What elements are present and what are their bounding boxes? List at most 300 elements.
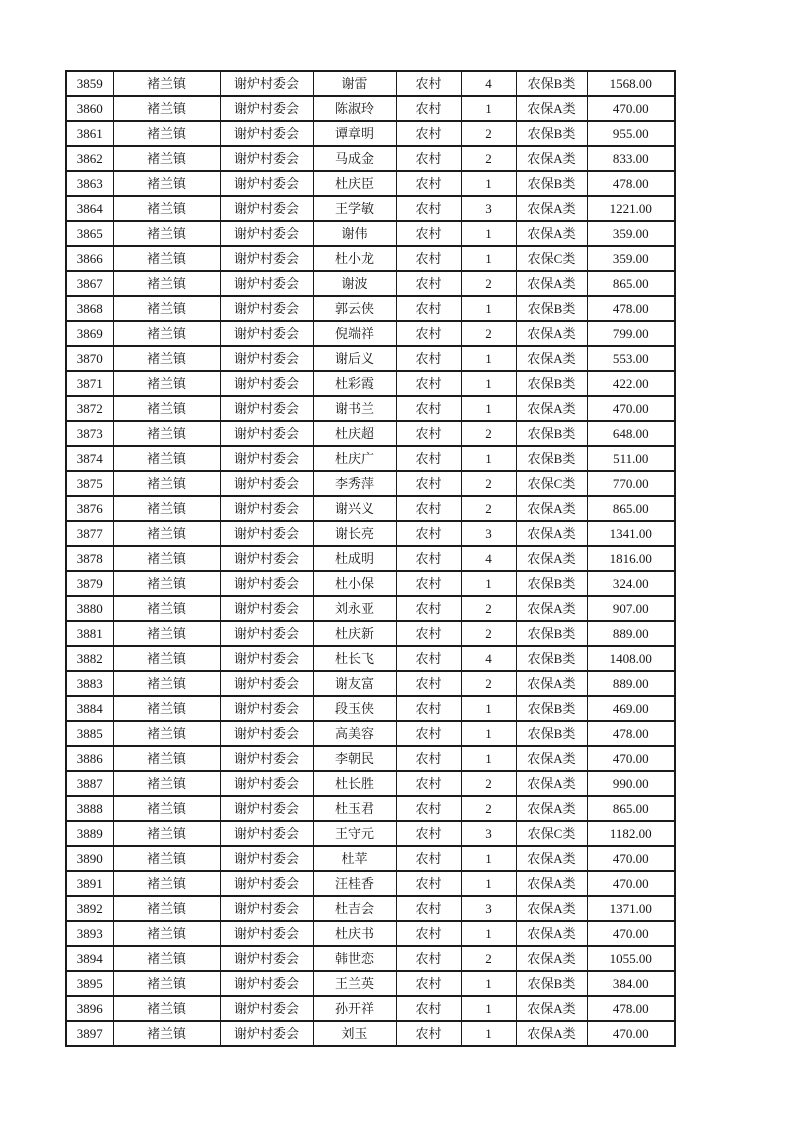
cell-residence: 农村 — [396, 371, 461, 396]
cell-count: 1 — [461, 921, 516, 946]
cell-name: 倪端祥 — [313, 321, 396, 346]
cell-amount: 1816.00 — [587, 546, 675, 571]
cell-residence: 农村 — [396, 671, 461, 696]
cell-type: 农保B类 — [516, 696, 587, 721]
cell-residence: 农村 — [396, 796, 461, 821]
table-row — [66, 371, 675, 396]
cell-village: 谢炉村委会 — [220, 171, 313, 196]
cell-count: 2 — [461, 421, 516, 446]
cell-amount: 1341.00 — [587, 521, 675, 546]
table-row — [66, 546, 675, 571]
cell-residence: 农村 — [396, 96, 461, 121]
cell-amount: 865.00 — [587, 496, 675, 521]
cell-village: 谢炉村委会 — [220, 546, 313, 571]
cell-amount: 422.00 — [587, 371, 675, 396]
cell-town: 褚兰镇 — [113, 196, 220, 221]
cell-count: 1 — [461, 296, 516, 321]
cell-village: 谢炉村委会 — [220, 721, 313, 746]
cell-town: 褚兰镇 — [113, 396, 220, 421]
cell-count: 1 — [461, 171, 516, 196]
cell-serial: 3892 — [66, 896, 113, 921]
table-row — [66, 221, 675, 246]
cell-type: 农保A类 — [516, 596, 587, 621]
cell-name: 刘永亚 — [313, 596, 396, 621]
cell-village: 谢炉村委会 — [220, 246, 313, 271]
cell-residence: 农村 — [396, 946, 461, 971]
cell-village: 谢炉村委会 — [220, 346, 313, 371]
table-row — [66, 971, 675, 996]
cell-serial: 3881 — [66, 621, 113, 646]
cell-town: 褚兰镇 — [113, 246, 220, 271]
table-row — [66, 721, 675, 746]
cell-type: 农保A类 — [516, 1021, 587, 1046]
cell-serial: 3888 — [66, 796, 113, 821]
cell-village: 谢炉村委会 — [220, 321, 313, 346]
cell-name: 谢后义 — [313, 346, 396, 371]
cell-name: 谢书兰 — [313, 396, 396, 421]
cell-amount: 478.00 — [587, 171, 675, 196]
cell-type: 农保A类 — [516, 346, 587, 371]
cell-village: 谢炉村委会 — [220, 646, 313, 671]
cell-amount: 799.00 — [587, 321, 675, 346]
cell-residence: 农村 — [396, 321, 461, 346]
table-row — [66, 246, 675, 271]
cell-serial: 3872 — [66, 396, 113, 421]
cell-count: 1 — [461, 746, 516, 771]
cell-town: 褚兰镇 — [113, 346, 220, 371]
cell-town: 褚兰镇 — [113, 596, 220, 621]
cell-town: 褚兰镇 — [113, 821, 220, 846]
cell-town: 褚兰镇 — [113, 971, 220, 996]
cell-town: 褚兰镇 — [113, 671, 220, 696]
cell-village: 谢炉村委会 — [220, 521, 313, 546]
cell-name: 杜彩霞 — [313, 371, 396, 396]
cell-name: 段玉侠 — [313, 696, 396, 721]
cell-serial: 3879 — [66, 571, 113, 596]
cell-name: 谢友富 — [313, 671, 396, 696]
benefits-table — [65, 70, 676, 1047]
cell-amount: 889.00 — [587, 671, 675, 696]
cell-residence: 农村 — [396, 346, 461, 371]
table-row — [66, 1021, 675, 1046]
cell-name: 马成金 — [313, 146, 396, 171]
table-row — [66, 321, 675, 346]
cell-count: 3 — [461, 196, 516, 221]
cell-count: 1 — [461, 846, 516, 871]
cell-serial: 3891 — [66, 871, 113, 896]
cell-count: 1 — [461, 571, 516, 596]
cell-serial: 3868 — [66, 296, 113, 321]
cell-residence: 农村 — [396, 246, 461, 271]
cell-serial: 3864 — [66, 196, 113, 221]
table-row — [66, 596, 675, 621]
cell-town: 褚兰镇 — [113, 546, 220, 571]
cell-name: 刘玉 — [313, 1021, 396, 1046]
cell-type: 农保A类 — [516, 671, 587, 696]
cell-name: 杜玉君 — [313, 796, 396, 821]
cell-amount: 359.00 — [587, 246, 675, 271]
cell-residence: 农村 — [396, 921, 461, 946]
cell-serial: 3863 — [66, 171, 113, 196]
cell-residence: 农村 — [396, 471, 461, 496]
cell-amount: 889.00 — [587, 621, 675, 646]
cell-type: 农保B类 — [516, 171, 587, 196]
cell-serial: 3865 — [66, 221, 113, 246]
cell-count: 1 — [461, 346, 516, 371]
cell-residence: 农村 — [396, 871, 461, 896]
cell-count: 2 — [461, 321, 516, 346]
cell-type: 农保A类 — [516, 746, 587, 771]
cell-amount: 1182.00 — [587, 821, 675, 846]
table-row — [66, 271, 675, 296]
cell-residence: 农村 — [396, 71, 461, 96]
cell-serial: 3895 — [66, 971, 113, 996]
cell-type: 农保A类 — [516, 496, 587, 521]
cell-village: 谢炉村委会 — [220, 871, 313, 896]
table-row — [66, 621, 675, 646]
cell-count: 2 — [461, 471, 516, 496]
cell-type: 农保A类 — [516, 221, 587, 246]
table-row — [66, 121, 675, 146]
cell-count: 2 — [461, 771, 516, 796]
cell-type: 农保A类 — [516, 396, 587, 421]
table-row — [66, 146, 675, 171]
cell-amount: 865.00 — [587, 796, 675, 821]
cell-type: 农保B类 — [516, 646, 587, 671]
cell-name: 杜庆新 — [313, 621, 396, 646]
cell-residence: 农村 — [396, 621, 461, 646]
cell-village: 谢炉村委会 — [220, 696, 313, 721]
cell-amount: 324.00 — [587, 571, 675, 596]
cell-amount: 955.00 — [587, 121, 675, 146]
cell-amount: 907.00 — [587, 596, 675, 621]
cell-serial: 3874 — [66, 446, 113, 471]
cell-amount: 1408.00 — [587, 646, 675, 671]
table-row — [66, 796, 675, 821]
cell-name: 王守元 — [313, 821, 396, 846]
cell-town: 褚兰镇 — [113, 921, 220, 946]
cell-type: 农保B类 — [516, 71, 587, 96]
cell-count: 1 — [461, 971, 516, 996]
cell-amount: 1055.00 — [587, 946, 675, 971]
cell-serial: 3882 — [66, 646, 113, 671]
cell-count: 1 — [461, 246, 516, 271]
cell-residence: 农村 — [396, 971, 461, 996]
cell-type: 农保C类 — [516, 246, 587, 271]
cell-town: 褚兰镇 — [113, 796, 220, 821]
cell-name: 高美容 — [313, 721, 396, 746]
cell-name: 谢长亮 — [313, 521, 396, 546]
cell-serial: 3870 — [66, 346, 113, 371]
cell-name: 韩世恋 — [313, 946, 396, 971]
table-row — [66, 171, 675, 196]
cell-amount: 469.00 — [587, 696, 675, 721]
table-row — [66, 671, 675, 696]
cell-type: 农保B类 — [516, 571, 587, 596]
cell-village: 谢炉村委会 — [220, 296, 313, 321]
cell-residence: 农村 — [396, 121, 461, 146]
cell-count: 2 — [461, 146, 516, 171]
table-row — [66, 771, 675, 796]
cell-type: 农保B类 — [516, 371, 587, 396]
cell-village: 谢炉村委会 — [220, 371, 313, 396]
cell-serial: 3869 — [66, 321, 113, 346]
cell-count: 1 — [461, 96, 516, 121]
cell-name: 李朝民 — [313, 746, 396, 771]
cell-serial: 3893 — [66, 921, 113, 946]
cell-town: 褚兰镇 — [113, 96, 220, 121]
cell-name: 郭云侠 — [313, 296, 396, 321]
cell-serial: 3875 — [66, 471, 113, 496]
cell-residence: 农村 — [396, 771, 461, 796]
cell-count: 4 — [461, 646, 516, 671]
cell-count: 1 — [461, 371, 516, 396]
cell-name: 谭章明 — [313, 121, 396, 146]
cell-town: 褚兰镇 — [113, 296, 220, 321]
cell-village: 谢炉村委会 — [220, 196, 313, 221]
cell-type: 农保A类 — [516, 796, 587, 821]
cell-name: 谢兴义 — [313, 496, 396, 521]
table-row — [66, 896, 675, 921]
cell-amount: 470.00 — [587, 871, 675, 896]
cell-count: 1 — [461, 446, 516, 471]
cell-name: 杜庆超 — [313, 421, 396, 446]
cell-count: 2 — [461, 621, 516, 646]
cell-town: 褚兰镇 — [113, 946, 220, 971]
cell-amount: 648.00 — [587, 421, 675, 446]
table-row — [66, 296, 675, 321]
cell-town: 褚兰镇 — [113, 146, 220, 171]
cell-residence: 农村 — [396, 596, 461, 621]
cell-town: 褚兰镇 — [113, 896, 220, 921]
cell-type: 农保A类 — [516, 921, 587, 946]
cell-town: 褚兰镇 — [113, 471, 220, 496]
table-row — [66, 571, 675, 596]
cell-serial: 3876 — [66, 496, 113, 521]
cell-count: 2 — [461, 121, 516, 146]
table-row — [66, 421, 675, 446]
table-row — [66, 746, 675, 771]
cell-count: 2 — [461, 271, 516, 296]
cell-village: 谢炉村委会 — [220, 946, 313, 971]
cell-amount: 478.00 — [587, 996, 675, 1021]
cell-village: 谢炉村委会 — [220, 71, 313, 96]
table-row — [66, 471, 675, 496]
table-row — [66, 646, 675, 671]
cell-name: 杜成明 — [313, 546, 396, 571]
cell-serial: 3880 — [66, 596, 113, 621]
cell-town: 褚兰镇 — [113, 996, 220, 1021]
cell-village: 谢炉村委会 — [220, 446, 313, 471]
cell-serial: 3859 — [66, 71, 113, 96]
cell-count: 3 — [461, 521, 516, 546]
cell-town: 褚兰镇 — [113, 121, 220, 146]
cell-count: 2 — [461, 796, 516, 821]
cell-village: 谢炉村委会 — [220, 596, 313, 621]
cell-village: 谢炉村委会 — [220, 221, 313, 246]
cell-village: 谢炉村委会 — [220, 421, 313, 446]
cell-count: 2 — [461, 671, 516, 696]
cell-amount: 470.00 — [587, 96, 675, 121]
cell-village: 谢炉村委会 — [220, 1021, 313, 1046]
cell-count: 1 — [461, 721, 516, 746]
cell-residence: 农村 — [396, 146, 461, 171]
table-row — [66, 871, 675, 896]
table-row — [66, 996, 675, 1021]
cell-type: 农保B类 — [516, 721, 587, 746]
cell-town: 褚兰镇 — [113, 221, 220, 246]
cell-type: 农保A类 — [516, 196, 587, 221]
cell-village: 谢炉村委会 — [220, 96, 313, 121]
cell-village: 谢炉村委会 — [220, 846, 313, 871]
cell-town: 褚兰镇 — [113, 846, 220, 871]
cell-serial: 3883 — [66, 671, 113, 696]
cell-residence: 农村 — [396, 571, 461, 596]
cell-amount: 470.00 — [587, 746, 675, 771]
table-row — [66, 496, 675, 521]
cell-count: 3 — [461, 896, 516, 921]
cell-type: 农保A类 — [516, 946, 587, 971]
cell-village: 谢炉村委会 — [220, 621, 313, 646]
cell-amount: 511.00 — [587, 446, 675, 471]
cell-count: 2 — [461, 596, 516, 621]
table-row — [66, 921, 675, 946]
cell-residence: 农村 — [396, 421, 461, 446]
cell-count: 1 — [461, 1021, 516, 1046]
cell-town: 褚兰镇 — [113, 271, 220, 296]
cell-type: 农保A类 — [516, 521, 587, 546]
cell-village: 谢炉村委会 — [220, 396, 313, 421]
cell-serial: 3873 — [66, 421, 113, 446]
cell-residence: 农村 — [396, 746, 461, 771]
cell-type: 农保A类 — [516, 896, 587, 921]
cell-name: 杜小保 — [313, 571, 396, 596]
cell-type: 农保A类 — [516, 846, 587, 871]
table-row — [66, 821, 675, 846]
cell-name: 孙开祥 — [313, 996, 396, 1021]
cell-village: 谢炉村委会 — [220, 921, 313, 946]
cell-name: 杜庆臣 — [313, 171, 396, 196]
cell-town: 褚兰镇 — [113, 446, 220, 471]
cell-serial: 3877 — [66, 521, 113, 546]
cell-village: 谢炉村委会 — [220, 746, 313, 771]
cell-count: 1 — [461, 221, 516, 246]
cell-serial: 3884 — [66, 696, 113, 721]
cell-type: 农保B类 — [516, 971, 587, 996]
cell-serial: 3897 — [66, 1021, 113, 1046]
cell-name: 杜吉会 — [313, 896, 396, 921]
cell-type: 农保B类 — [516, 446, 587, 471]
cell-amount: 1568.00 — [587, 71, 675, 96]
cell-village: 谢炉村委会 — [220, 796, 313, 821]
cell-type: 农保A类 — [516, 146, 587, 171]
cell-serial: 3861 — [66, 121, 113, 146]
table-row — [66, 71, 675, 96]
table-row — [66, 96, 675, 121]
cell-name: 杜长胜 — [313, 771, 396, 796]
cell-town: 褚兰镇 — [113, 1021, 220, 1046]
cell-residence: 农村 — [396, 521, 461, 546]
cell-town: 褚兰镇 — [113, 521, 220, 546]
cell-town: 褚兰镇 — [113, 621, 220, 646]
cell-residence: 农村 — [396, 696, 461, 721]
cell-count: 1 — [461, 696, 516, 721]
cell-amount: 470.00 — [587, 846, 675, 871]
cell-village: 谢炉村委会 — [220, 771, 313, 796]
cell-serial: 3867 — [66, 271, 113, 296]
cell-residence: 农村 — [396, 646, 461, 671]
cell-name: 谢雷 — [313, 71, 396, 96]
cell-serial: 3860 — [66, 96, 113, 121]
cell-name: 杜庆书 — [313, 921, 396, 946]
cell-type: 农保A类 — [516, 321, 587, 346]
cell-type: 农保A类 — [516, 271, 587, 296]
cell-village: 谢炉村委会 — [220, 971, 313, 996]
cell-type: 农保A类 — [516, 96, 587, 121]
cell-count: 1 — [461, 396, 516, 421]
cell-name: 王兰英 — [313, 971, 396, 996]
cell-village: 谢炉村委会 — [220, 146, 313, 171]
cell-residence: 农村 — [396, 396, 461, 421]
cell-residence: 农村 — [396, 171, 461, 196]
cell-residence: 农村 — [396, 496, 461, 521]
cell-count: 1 — [461, 996, 516, 1021]
cell-village: 谢炉村委会 — [220, 121, 313, 146]
cell-town: 褚兰镇 — [113, 771, 220, 796]
cell-count: 2 — [461, 946, 516, 971]
cell-name: 杜小龙 — [313, 246, 396, 271]
cell-town: 褚兰镇 — [113, 421, 220, 446]
cell-village: 谢炉村委会 — [220, 996, 313, 1021]
cell-type: 农保A类 — [516, 871, 587, 896]
cell-type: 农保C类 — [516, 471, 587, 496]
cell-serial: 3889 — [66, 821, 113, 846]
cell-amount: 470.00 — [587, 921, 675, 946]
cell-name: 汪桂香 — [313, 871, 396, 896]
cell-serial: 3866 — [66, 246, 113, 271]
cell-amount: 478.00 — [587, 296, 675, 321]
table-body — [66, 71, 675, 1046]
cell-type: 农保A类 — [516, 546, 587, 571]
cell-village: 谢炉村委会 — [220, 496, 313, 521]
table-row — [66, 846, 675, 871]
cell-name: 杜长飞 — [313, 646, 396, 671]
cell-count: 4 — [461, 546, 516, 571]
cell-serial: 3886 — [66, 746, 113, 771]
cell-serial: 3878 — [66, 546, 113, 571]
cell-count: 2 — [461, 496, 516, 521]
cell-type: 农保B类 — [516, 421, 587, 446]
cell-amount: 770.00 — [587, 471, 675, 496]
cell-type: 农保A类 — [516, 771, 587, 796]
cell-serial: 3896 — [66, 996, 113, 1021]
cell-serial: 3887 — [66, 771, 113, 796]
cell-count: 3 — [461, 821, 516, 846]
table-row — [66, 696, 675, 721]
cell-count: 4 — [461, 71, 516, 96]
cell-town: 褚兰镇 — [113, 171, 220, 196]
table-row — [66, 946, 675, 971]
cell-residence: 农村 — [396, 821, 461, 846]
cell-name: 谢伟 — [313, 221, 396, 246]
cell-residence: 农村 — [396, 546, 461, 571]
cell-serial: 3890 — [66, 846, 113, 871]
cell-village: 谢炉村委会 — [220, 571, 313, 596]
cell-name: 李秀萍 — [313, 471, 396, 496]
cell-residence: 农村 — [396, 846, 461, 871]
table-row — [66, 346, 675, 371]
cell-residence: 农村 — [396, 446, 461, 471]
